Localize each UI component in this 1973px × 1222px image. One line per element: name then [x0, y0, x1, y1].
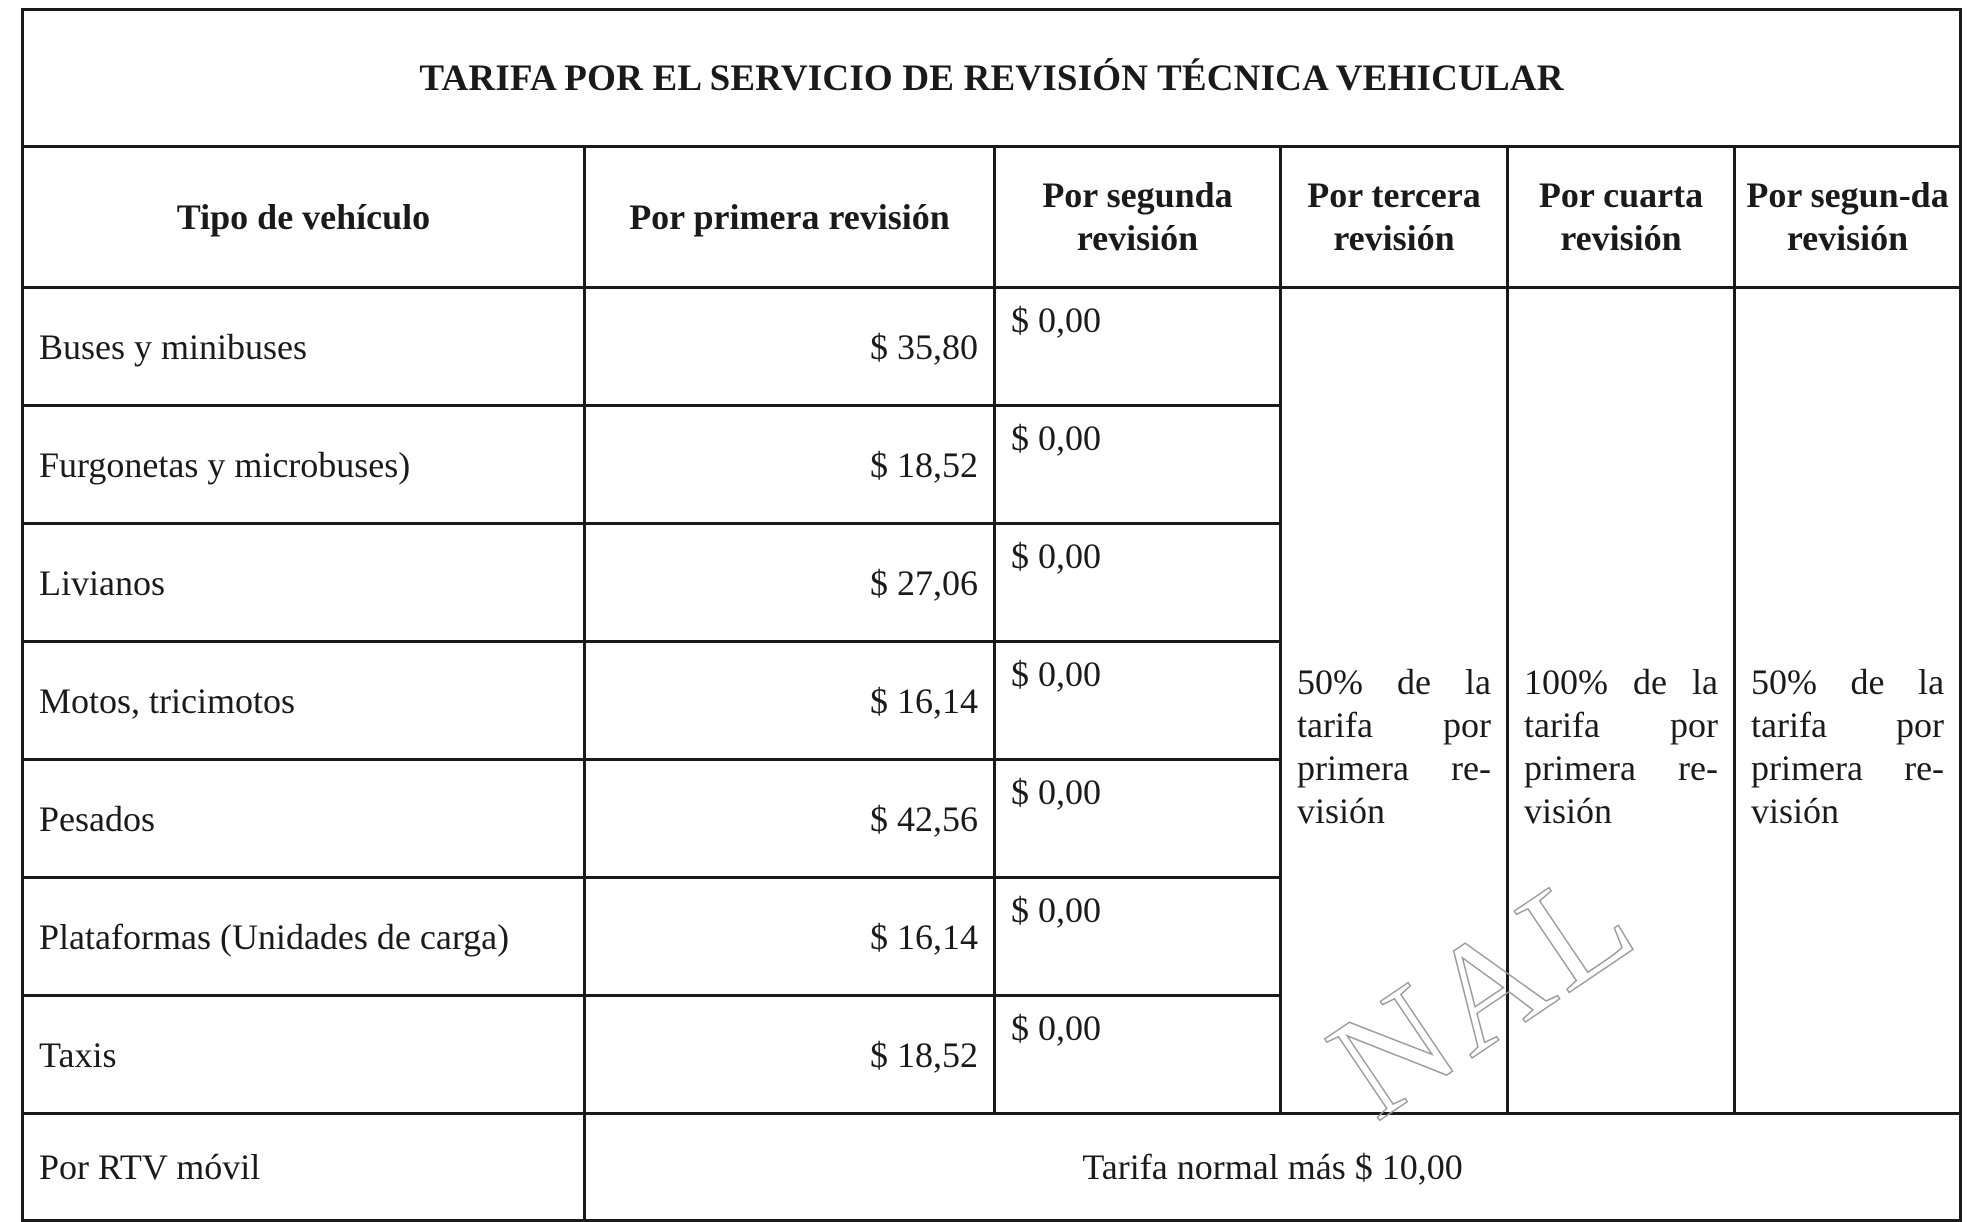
mobile-rtv-label: Por RTV móvil — [23, 1114, 585, 1221]
first-revision-cell: $ 18,52 — [585, 406, 995, 524]
vehicle-type-cell: Motos, tricimotos — [23, 642, 585, 760]
vehicle-type-cell: Pesados — [23, 760, 585, 878]
second-revision-cell: $ 0,00 — [995, 642, 1281, 760]
header-segunda: Por segunda revisión — [995, 147, 1281, 288]
first-revision-cell: $ 18,52 — [585, 996, 995, 1114]
second-revision-b-merged-cell — [1735, 288, 1961, 1114]
vehicle-type-cell: Plataformas (Unidades de carga) — [23, 878, 585, 996]
fourth-revision-text: 100% de la tarifa por primera re-visión — [1524, 661, 1718, 831]
first-revision-cell: $ 42,56 — [585, 760, 995, 878]
table-row — [23, 288, 1961, 406]
first-revision-cell: $ 27,06 — [585, 524, 995, 642]
header-tipo: Tipo de vehículo — [23, 147, 585, 288]
third-revision-text: 50% de la tarifa por primera re-visión — [1297, 661, 1491, 831]
second-revision-cell: $ 0,00 — [995, 878, 1281, 996]
second-revision-cell: $ 0,00 — [995, 996, 1281, 1114]
header-segunda-b: Por segun-da revisión — [1735, 147, 1961, 288]
header-cuarta: Por cuarta revisión — [1508, 147, 1735, 288]
vehicle-type-cell: Furgonetas y microbuses) — [23, 406, 585, 524]
watermark-text: NAL — [1301, 830, 1666, 1151]
second-revision-cell: $ 0,00 — [995, 524, 1281, 642]
first-revision-cell: $ 16,14 — [585, 878, 995, 996]
tariff-table — [21, 8, 1962, 1222]
vehicle-type-cell: Taxis — [23, 996, 585, 1114]
mobile-rtv-value: Tarifa normal más $ 10,00 — [585, 1114, 1961, 1221]
vehicle-type-cell: Buses y minibuses — [23, 288, 585, 406]
header-tercera: Por tercera revisión — [1281, 147, 1508, 288]
vehicle-type-cell: Livianos — [23, 524, 585, 642]
second-revision-cell: $ 0,00 — [995, 288, 1281, 406]
header-primera: Por primera revisión — [585, 147, 995, 288]
second-revision-cell: $ 0,00 — [995, 760, 1281, 878]
first-revision-cell: $ 16,14 — [585, 642, 995, 760]
second-revision-b-text: 50% de la tarifa por primera re-visión — [1751, 661, 1945, 831]
second-revision-cell: $ 0,00 — [995, 406, 1281, 524]
first-revision-cell: $ 35,80 — [585, 288, 995, 406]
table-title: TARIFA POR EL SERVICIO DE REVISIÓN TÉCNICA VEHICULAR — [23, 10, 1961, 147]
